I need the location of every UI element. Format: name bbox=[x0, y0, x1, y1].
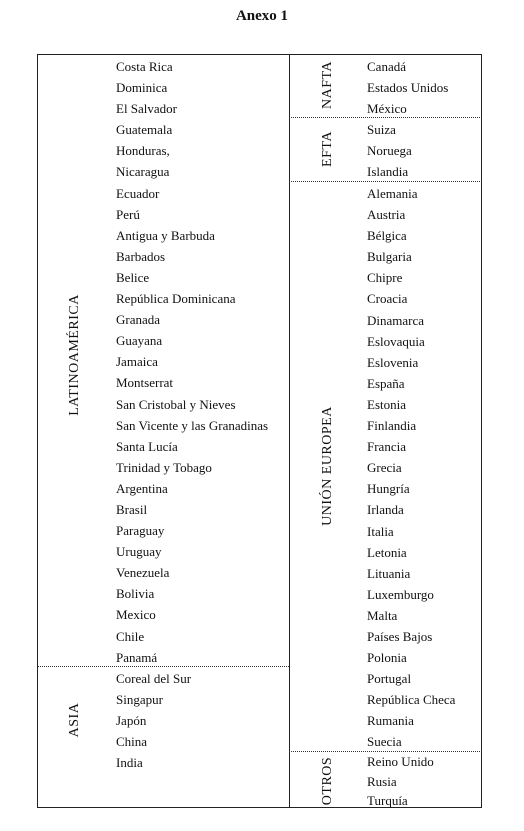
country-item: Bolivia bbox=[116, 586, 155, 602]
country-item: Países Bajos bbox=[367, 628, 433, 644]
union-europea-country-list bbox=[367, 183, 455, 753]
country-item: Estados Unidos bbox=[367, 80, 449, 96]
annex-title: Anexo 1 bbox=[235, 8, 289, 24]
country-item: República Checa bbox=[367, 692, 456, 708]
country-item: El Salvador bbox=[116, 101, 178, 117]
country-item: Uruguay bbox=[116, 544, 162, 560]
country-item: Singapur bbox=[116, 692, 163, 708]
country-item: Islandia bbox=[367, 164, 409, 180]
group-label-latinoamerica: LATINOAMÉRICA bbox=[67, 294, 82, 416]
country-item: República Dominicana bbox=[116, 291, 236, 307]
country-item: Japón bbox=[116, 713, 147, 729]
country-item: Malta bbox=[367, 607, 398, 623]
country-item: Nicaragua bbox=[116, 164, 170, 180]
country-item: Costa Rica bbox=[116, 59, 173, 74]
country-item: Noruega bbox=[367, 143, 412, 159]
country-item: Suecia bbox=[367, 734, 402, 750]
country-item: Honduras, bbox=[116, 143, 170, 159]
country-item: Eslovaquia bbox=[367, 333, 425, 349]
country-item: Guayana bbox=[116, 333, 163, 349]
country-item: México bbox=[367, 101, 407, 117]
group-label-otros: OTROS bbox=[320, 756, 335, 806]
group-label-asia: ASIA bbox=[67, 702, 82, 738]
country-item: Chile bbox=[116, 628, 145, 644]
country-item: Letonia bbox=[367, 544, 407, 560]
country-item: Brasil bbox=[116, 501, 148, 517]
country-item: Polonia bbox=[367, 650, 407, 666]
group-label-efta: EFTA bbox=[320, 131, 335, 167]
country-item: China bbox=[116, 734, 148, 750]
country-item: Croacia bbox=[367, 291, 408, 307]
column-divider bbox=[289, 55, 290, 807]
efta-country-list bbox=[367, 119, 412, 182]
country-item: Guatemala bbox=[116, 122, 173, 138]
country-item: Francia bbox=[367, 439, 406, 455]
country-item: Paraguay bbox=[116, 523, 165, 539]
country-item: Grecia bbox=[367, 460, 402, 476]
country-item: Trinidad y Tobago bbox=[116, 459, 212, 475]
country-item: Finlandia bbox=[367, 418, 417, 434]
group-label-nafta: NAFTA bbox=[320, 60, 335, 110]
country-item: Barbados bbox=[116, 248, 166, 264]
country-item: Antigua y Barbuda bbox=[116, 227, 215, 243]
country-item: Alemania bbox=[367, 186, 418, 201]
country-item: Rumania bbox=[367, 713, 414, 729]
otros-country-list bbox=[367, 752, 434, 811]
country-item: Reino Unido bbox=[367, 754, 434, 769]
country-item: Rusia bbox=[367, 773, 397, 789]
country-item: Chipre bbox=[367, 270, 403, 286]
country-item: Canadá bbox=[367, 59, 406, 74]
country-item: Argentina bbox=[116, 480, 168, 496]
country-item: Austria bbox=[367, 207, 406, 223]
country-item: Hungría bbox=[367, 481, 410, 497]
country-item: Suiza bbox=[367, 122, 396, 137]
country-item: San Cristobal y Nieves bbox=[116, 396, 236, 412]
country-item: Eslovenia bbox=[367, 354, 419, 370]
country-item: Jamaica bbox=[116, 354, 158, 370]
country-item: Estonia bbox=[367, 396, 406, 412]
country-item: Santa Lucía bbox=[116, 438, 178, 454]
country-item: Belice bbox=[116, 269, 150, 285]
country-item: España bbox=[367, 375, 405, 391]
nafta-country-list bbox=[367, 56, 448, 119]
country-item: Ecuador bbox=[116, 185, 160, 201]
asia-country-list bbox=[116, 668, 191, 773]
country-item: India bbox=[116, 755, 143, 771]
country-item: Bulgaria bbox=[367, 249, 412, 265]
latinoamerica-country-list bbox=[116, 56, 268, 668]
country-item: Dinamarca bbox=[367, 312, 425, 328]
country-item: Luxemburgo bbox=[367, 586, 434, 602]
country-item: Granada bbox=[116, 312, 161, 328]
country-item: Panamá bbox=[116, 649, 158, 665]
country-item: Portugal bbox=[367, 671, 412, 687]
country-item: Italia bbox=[367, 523, 394, 539]
country-item: Bélgica bbox=[367, 228, 407, 244]
country-item: San Vicente y las Granadinas bbox=[116, 417, 269, 433]
group-label-union-europea: UNIÓN EUROPEA bbox=[320, 406, 335, 526]
country-item: Venezuela bbox=[116, 565, 170, 581]
country-item: Montserrat bbox=[116, 375, 174, 391]
country-item: Turquía bbox=[367, 793, 408, 808]
country-item: Lituania bbox=[367, 565, 411, 581]
country-groups-table bbox=[37, 54, 482, 808]
country-item: Mexico bbox=[116, 607, 156, 623]
country-item: Perú bbox=[116, 206, 140, 222]
country-item: Coreal del Sur bbox=[116, 671, 192, 686]
country-item: Dominica bbox=[116, 80, 168, 96]
country-item: Irlanda bbox=[367, 502, 404, 518]
